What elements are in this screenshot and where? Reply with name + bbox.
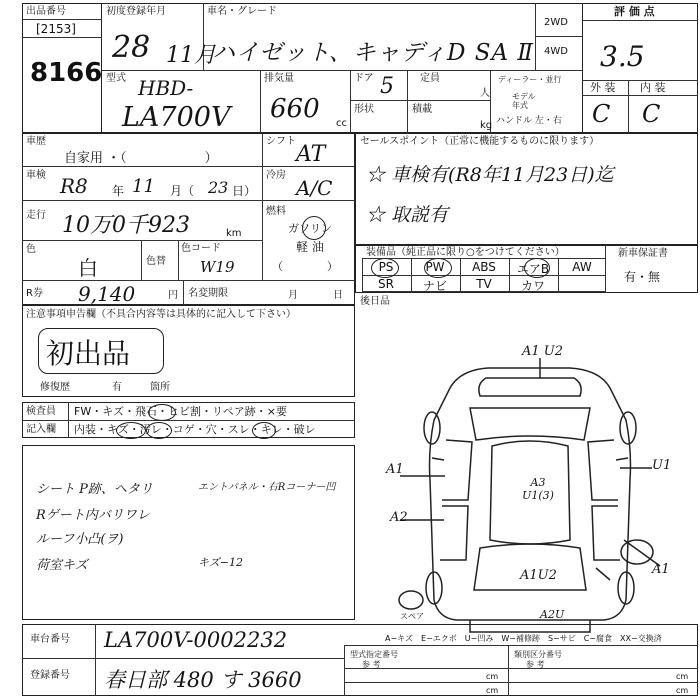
capacity-label: 定員 [420, 73, 440, 84]
month-paren: 月（ [170, 184, 195, 198]
inspector-label-2: 記入欄 [26, 424, 56, 435]
model-year-label: モデル年式 [512, 92, 536, 110]
notes-value: 初出品 [46, 337, 131, 370]
equip-airbag: エアB [516, 262, 550, 276]
cm-unit: cm [676, 672, 689, 681]
score-label: 評 価 点 [614, 5, 655, 18]
dealer-label: ディーラー・並行 [498, 75, 562, 84]
lot-code: [2153] [36, 22, 76, 36]
cm-unit: cm [486, 686, 499, 695]
inspection-label: 車検 [26, 170, 46, 181]
doors-value: 5 [380, 74, 394, 99]
reg-month: 11月 [166, 43, 216, 68]
equip-abs: ABS [472, 260, 496, 274]
mileage-value: 10万0千923 [62, 213, 190, 238]
car-name-label: 車名・グレード [207, 6, 277, 17]
car-name: ハイゼット、キャディD SA Ⅱ [212, 40, 535, 66]
shape-label: 形状 [354, 104, 374, 115]
inspection-month: 11 [132, 176, 155, 197]
warranty-label: 新車保証書 [618, 248, 668, 259]
equip-aw: AW [572, 260, 592, 274]
inspector-row-2: 内装・キズ・汚レ・コゲ・穴・スレ・キレ・破レ [74, 423, 316, 436]
remark-line-1: シート P跡、ヘタリ [36, 482, 153, 497]
remark-line-4: 荷室キズ [36, 558, 88, 573]
chassis-value: LA700V-0002232 [104, 628, 288, 652]
score-value: 3.5 [600, 40, 645, 73]
reg-year: 28 [112, 30, 151, 65]
repair-place: 箇所 [150, 382, 170, 393]
class-ref: 参 考 [526, 660, 545, 669]
tax-month-unit: 月 [288, 290, 298, 301]
displacement-value: 660 [270, 94, 320, 124]
rear-seat-label: 後日品 [360, 296, 390, 307]
inspector-row-1: FW・キズ・飛石・ヒビ割・リペア跡・×要 [74, 405, 287, 418]
diagram-mark: A1 [652, 562, 670, 577]
drive-4wd: 4WD [544, 46, 568, 57]
equip-ps: PS [378, 260, 394, 274]
spare-note: スペア [400, 612, 424, 621]
tax-label: 名変期限 [188, 288, 228, 299]
drive-2wd: 2WD [544, 17, 568, 28]
fuel-other: （ ） [272, 260, 338, 273]
diagram-mark: A3 U1(3) [522, 476, 554, 502]
shift-label: シフト [266, 136, 296, 147]
handle-label: ハンドル 左・右 [496, 116, 562, 126]
displacement-label: 排気量 [264, 73, 294, 84]
aircon-value: A/C [296, 176, 333, 200]
interior-label: 内 装 [640, 81, 666, 94]
aircon-label: 冷房 [266, 170, 286, 181]
km-unit: km [226, 228, 242, 239]
cm-unit: cm [486, 672, 499, 681]
color-code: W19 [200, 258, 235, 276]
year-unit: 年 [112, 184, 125, 198]
diagram-mark: U1 [652, 458, 672, 473]
model-label: 型式 [106, 73, 126, 84]
class-label: 類別区分番号 [514, 650, 562, 659]
lot-number: 8166 [30, 58, 103, 88]
color-change-label: 色替 [146, 256, 166, 267]
chassis-label: 車台番号 [30, 634, 70, 645]
yen-unit: 円 [168, 290, 178, 301]
fuel-label: 燃料 [266, 206, 286, 217]
remark-right-2: キズ−12 [198, 556, 243, 569]
color-label: 色 [26, 244, 36, 255]
color-value: 白 [78, 256, 98, 280]
inspection-era: R8 [60, 174, 88, 198]
type-cert-ref: 参 考 [362, 660, 381, 669]
inspection-day: 23 [208, 178, 229, 197]
cc-unit: cc [336, 118, 347, 129]
diagram-mark: A1 [386, 462, 404, 477]
equipment-label: 装備品（純正品に限り○をつけてください） [366, 247, 565, 258]
capacity-unit: 人 [480, 88, 490, 99]
kg-unit: kg [480, 120, 493, 131]
model-code: LA700V [122, 102, 231, 133]
load-label: 積載 [412, 104, 432, 115]
shift-value: AT [296, 142, 326, 167]
repair-yes: 有 [112, 382, 122, 393]
exterior-label: 外 装 [590, 81, 616, 94]
equip-pw: PW [425, 260, 445, 274]
first-reg-label: 初度登録年月 [106, 6, 166, 17]
recycle-label: R券 [26, 288, 43, 299]
history-label: 車歴 [26, 136, 46, 147]
type-cert-label: 型式指定番号 [350, 650, 398, 659]
exterior-grade: C [592, 100, 611, 128]
notes-label: 注意事項申告欄（不具合内容等は具体的に記入して下さい） [26, 309, 296, 320]
equip-tv: TV [476, 277, 492, 291]
fuel-gasoline: ガソリン [288, 222, 332, 235]
diagram-mark: A1U2 [520, 568, 557, 583]
diagram-mark: A2 [390, 510, 408, 525]
tax-day-unit: 日 [333, 290, 343, 301]
lot-label: 出品番号 [26, 6, 66, 17]
plate-value: 春日部 480 す 3660 [104, 668, 302, 692]
equip-navi: ナビ [422, 279, 447, 293]
equip-sr: SR [378, 277, 394, 291]
interior-grade: C [642, 100, 661, 128]
fuel-diesel: 軽 油 [296, 240, 324, 254]
diagram-mark: A2U [540, 608, 565, 621]
day-close: 日） [232, 184, 257, 198]
color-code-label: 色コード [181, 243, 221, 254]
damage-legend: A−キズ E−エクボ U−凹み W−補修跡 S−サビ C−腐食 XX−交換済 [385, 634, 662, 643]
equip-leather: カワ [520, 279, 545, 293]
recycle-value: 9,140 [78, 282, 136, 306]
remark-right-1: エントパネル・右Rコーナー凹 [198, 482, 336, 493]
remark-line-3: ルーフ小凸(ヲ) [36, 532, 124, 547]
plate-label: 登録番号 [30, 670, 70, 681]
warranty-value: 有・無 [624, 270, 661, 284]
sales-line-1: ☆ 車検有(R8年11月23日)迄 [366, 164, 614, 186]
model-prefix: HBD- [138, 76, 194, 100]
sales-line-2: ☆ 取説有 [366, 204, 449, 226]
diagram-mark: A1 U2 [522, 344, 564, 359]
mileage-label: 走行 [26, 210, 46, 221]
inspector-label-1: 検査員 [26, 406, 56, 417]
remark-line-2: Rゲート内バリワレ [36, 508, 150, 523]
history-value: 自家用 ・（ ） [64, 151, 218, 166]
sales-label: セールスポイント（正常に機能するものに限ります） [360, 136, 600, 147]
doors-label: ドア [354, 73, 374, 84]
cm-unit: cm [676, 686, 689, 695]
repair-label: 修復歴 [40, 382, 70, 393]
